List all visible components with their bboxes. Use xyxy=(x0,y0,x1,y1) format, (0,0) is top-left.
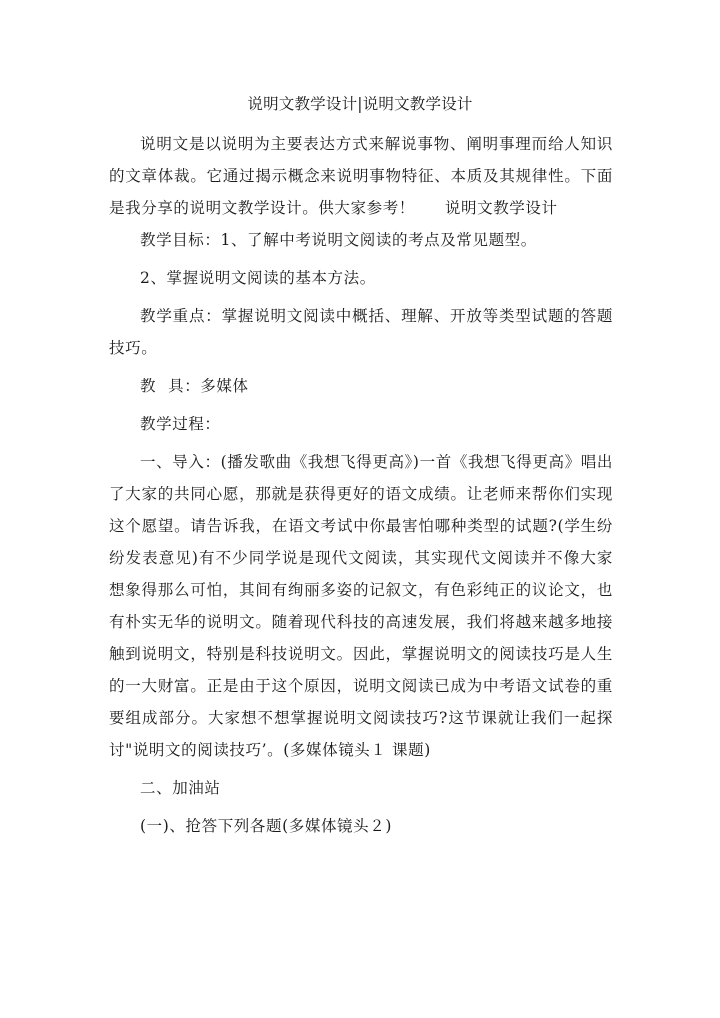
step-1-paragraph: 一、导入：(播发歌曲《我想飞得更高》)一首《我想飞得更高》唱出了大家的共同心愿，那就是获得更好的语文成绩。让老师来帮你们实现这个愿望。请告诉我，在语文考试中你最害怕哪种类型的试题?(学生纷纷发表意见)有不少同学说是现代文阅读，其实现代文阅读并不像大家想象得那么可怕，其间有绚丽多姿的记叙文，有色彩纯正的议论文，也有朴实无华的说明文。随着现代科技的高速发展，我们将越来越多地接触到说明文，特别是科技说明文。因此，掌握说明文的阅读技巧是人生的一大财富。正是由于这个原因，说明文阅读已成为中考语文试卷的重要组成部分。大家想不想掌握说明文阅读技巧?这节课就让我们一起探讨"说明文的阅读技巧’。(多媒体镜头１ 课题) xyxy=(109,453,613,759)
tools-text: 具：多媒体 xyxy=(168,377,249,395)
goal-1-paragraph: 教学目标：1、了解中考说明文阅读的考点及常见题型。 xyxy=(140,231,537,249)
document-title: 说明文教学设计|说明文教学设计 xyxy=(247,95,473,113)
tools-paragraph xyxy=(109,370,613,402)
document-body xyxy=(109,128,613,848)
intro-paragraph xyxy=(109,128,613,224)
intro-text: 说明文是以说明为主要表达方式来解说事物、阐明事理而给人知识的文章体裁。它通过揭示概念来说明事物特征、本质及其规律性。下面是我分享的说明文教学设计。供大家参考！ xyxy=(109,135,613,217)
tools-label: 教 xyxy=(140,377,157,395)
process-heading: 教学过程： xyxy=(140,415,221,433)
step-2-heading: 二、加油站 xyxy=(140,779,221,797)
goal-2-paragraph: 2、掌握说明文阅读的基本方法。 xyxy=(140,269,376,287)
intro-heading: 说明文教学设计 xyxy=(444,199,558,217)
focus-paragraph: 教学重点：掌握说明文阅读中概括、理解、开放等类型试题的答题技巧。 xyxy=(109,307,613,357)
step-2-1-heading: (一)、抢答下列各题(多媒体镜头２) xyxy=(140,817,392,835)
